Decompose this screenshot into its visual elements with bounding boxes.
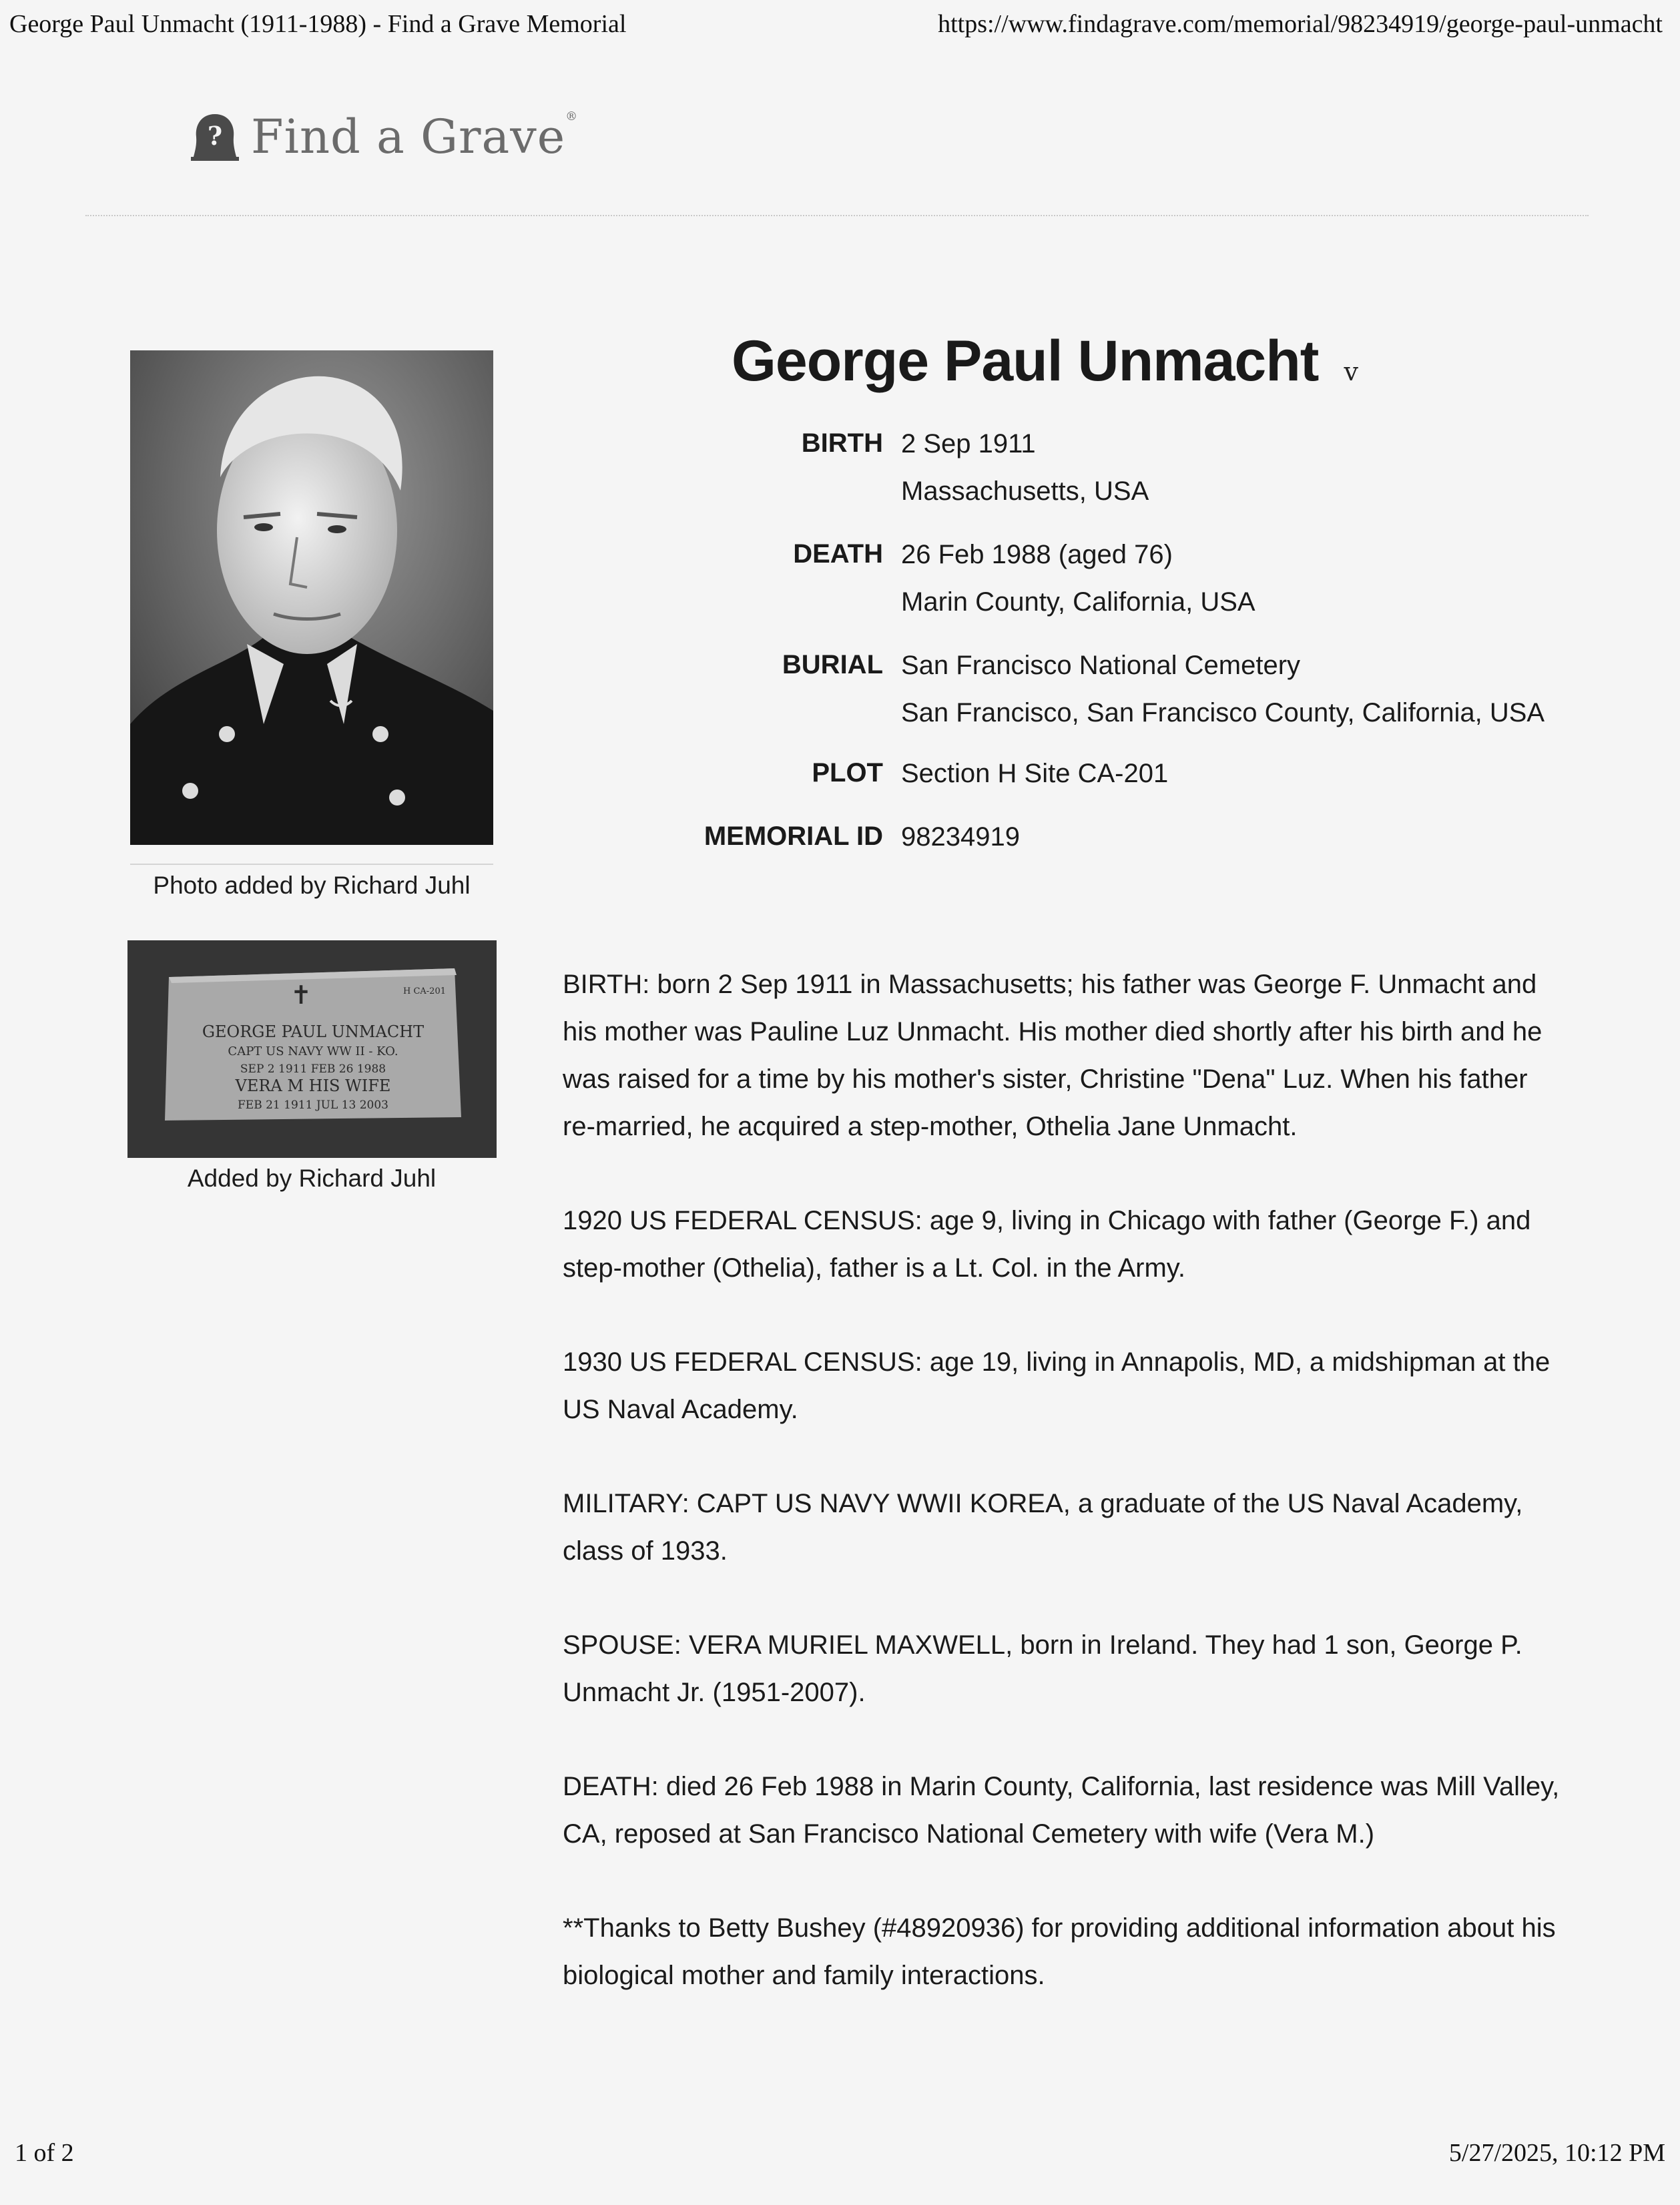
find-a-grave-logo[interactable] [188, 107, 578, 167]
fact-value-plot: Section H Site CA-201 [901, 759, 1169, 788]
bio-paragraph: BIRTH: born 2 Sep 1911 in Massachusetts; his father was George F. Unmacht and his mother was Pauline Luz Unmacht. His mother died shortly after his birth and he was raised for a time by his mother's sister, Christine "Dena" Luz. When his father re-married, he acquired a step-mother, Othelia Jane Unmacht. [563, 970, 1543, 1141]
fact-value-death: 26 Feb 1988 (aged 76) Marin County, California, USA [901, 540, 1255, 617]
bio-paragraph: 1930 US FEDERAL CENSUS: age 19, living in Annapolis, MD, a midshipman at the US Naval Academy. [563, 1347, 1551, 1424]
bio-paragraph: MILITARY: CAPT US NAVY WWII KOREA, a graduate of the US Naval Academy, class of 1933. [563, 1489, 1523, 1566]
headstone-line: SEP 2 1911 FEB 26 1988 [240, 1062, 386, 1076]
ghost-logo-icon [188, 110, 242, 164]
fact-value-burial[interactable]: San Francisco National Cemetery San Francisco, San Francisco County, California, USA [901, 642, 1545, 737]
fact-value-memorial-id: 98234919 [901, 822, 1020, 852]
fact-label-death: DEATH [793, 539, 883, 569]
svg-text:✝: ✝ [290, 980, 312, 1010]
headstone-line: CAPT US NAVY WW II - KO. [228, 1044, 398, 1058]
portrait-caption: Photo added by Richard Juhl [153, 872, 471, 899]
headstone-line: VERA M HIS WIFE [235, 1076, 391, 1095]
headstone-line: GEORGE PAUL UNMACHT [202, 1022, 425, 1041]
headstone-photo[interactable] [127, 940, 497, 1158]
logo-wordmark: Find a Grave® [251, 109, 579, 164]
portrait-photo[interactable] [130, 350, 493, 845]
bio-paragraph: 1920 US FEDERAL CENSUS: age 9, living in Chicago with father (George F.) and step-mother (Othelia), father is a Lt. Col. in the Army. [563, 1206, 1531, 1283]
fact-label-memorial-id: MEMORIAL ID [704, 822, 883, 851]
print-page-number: 1 of 2 [15, 2139, 74, 2167]
svg-text:?: ? [207, 121, 223, 151]
headstone-line: FEB 21 1911 JUL 13 2003 [238, 1098, 388, 1112]
headstone-line: H CA-201 [402, 986, 447, 996]
fact-label-plot: PLOT [812, 758, 883, 788]
veteran-icon[interactable]: v [1344, 357, 1358, 386]
biography [563, 961, 1564, 2046]
headstone-caption: Added by Richard Juhl [187, 1165, 437, 1192]
bio-paragraph: **Thanks to Betty Bushey (#48920936) for providing additional information about his biological mother and family interactions. [563, 1913, 1556, 1990]
fact-label-burial: BURIAL [782, 650, 883, 679]
photo-divider [130, 864, 493, 865]
cemetery-link[interactable]: San Francisco National Cemetery [901, 651, 1301, 680]
bio-paragraph: DEATH: died 26 Feb 1988 in Marin County, California, last residence was Mill Valley, CA, reposed at San Francisco National Cemetery with wife (Vera M.) [563, 1772, 1560, 1849]
print-timestamp: 5/27/2025, 10:12 PM [1448, 2139, 1665, 2167]
memorial-name-row [732, 328, 1358, 394]
fact-value-birth: 2 Sep 1911 Massachusetts, USA [901, 429, 1149, 506]
bio-paragraph: SPOUSE: VERA MURIEL MAXWELL, born in Ireland. They had 1 son, George P. Unmacht Jr. (1951-2007). [563, 1630, 1522, 1707]
fact-label-birth: BIRTH [801, 428, 883, 458]
header-divider [85, 215, 1589, 216]
print-page-title: George Paul Unmacht (1911-1988) - Find a Grave Memorial [9, 10, 627, 38]
print-page-url: https://www.findagrave.com/memorial/98234919/george-paul-unmacht [938, 10, 1663, 38]
memorial-name: George Paul Unmacht [732, 329, 1319, 393]
